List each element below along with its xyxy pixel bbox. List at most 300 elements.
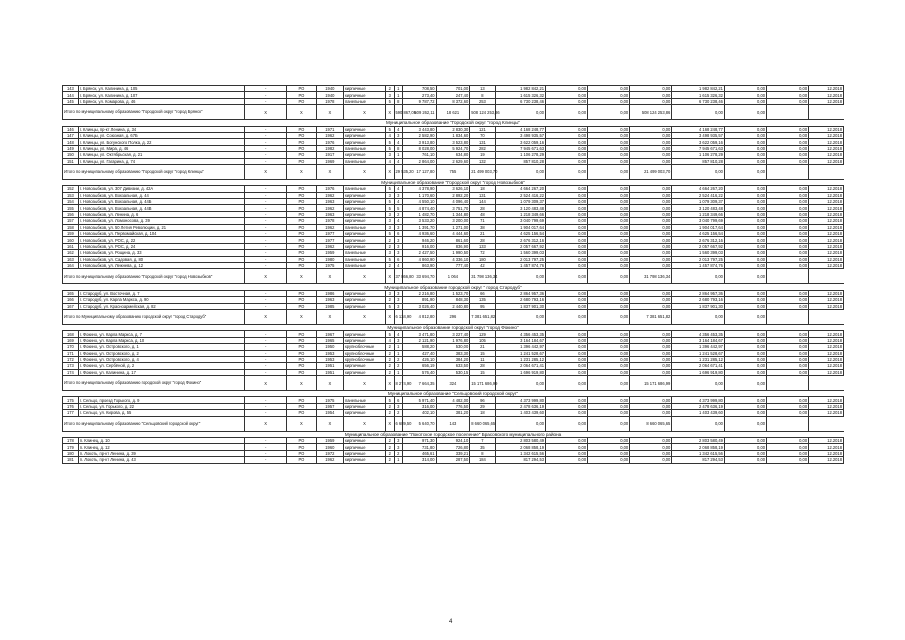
table-cell: 0,00 bbox=[546, 132, 588, 138]
table-cell: 777,40 bbox=[436, 262, 470, 268]
table-cell: г. Фокино, ул. Карла Маркса, д. 7 bbox=[78, 331, 244, 337]
table-cell: 576,40 bbox=[402, 369, 436, 375]
table-cell: 1980 bbox=[316, 256, 343, 262]
subtotal-cell: 508 124 253,86 bbox=[470, 105, 495, 120]
table-cell: - bbox=[245, 262, 287, 268]
table-cell: 0,00 bbox=[588, 356, 630, 362]
table-cell: 0,00 bbox=[546, 86, 588, 92]
table-cell: 0,00 bbox=[767, 397, 809, 403]
table-cell: 287,50 bbox=[436, 457, 470, 463]
table-cell: 0,00 bbox=[588, 86, 630, 92]
table-cell: РО bbox=[287, 139, 316, 145]
table-cell: 3 bbox=[394, 290, 402, 296]
table-cell: 0,00 bbox=[724, 403, 766, 409]
table-cell: 1985 bbox=[316, 303, 343, 309]
table-cell: 0,00 bbox=[588, 457, 630, 463]
subtotal-label: Итого по муниципальному образованию "Городской округ "город Брянск" bbox=[63, 105, 245, 120]
table-cell: РО bbox=[287, 152, 316, 158]
subtotal-cell: 17 127,80 bbox=[402, 164, 436, 179]
table-cell: кирпичные bbox=[344, 410, 386, 416]
table-cell: 7 945 671,63 bbox=[672, 145, 725, 151]
table-cell: 12.2018 bbox=[809, 250, 844, 256]
subtotal-label: Итого по муниципальному образованию "Сельцовский городской округ" bbox=[63, 416, 245, 431]
table-cell: г. Фокино, ул. Калинина, д. 17 bbox=[78, 369, 244, 375]
table-cell: 4 bbox=[386, 158, 394, 164]
subtotal-cell: 0,00 bbox=[495, 416, 546, 431]
table-cell: 177 bbox=[63, 410, 79, 416]
table-cell: 12.2018 bbox=[809, 132, 844, 138]
table-cell: - bbox=[245, 331, 287, 337]
table-cell: 0,00 bbox=[767, 297, 809, 303]
table-cell: кирпичные bbox=[344, 331, 386, 337]
table-cell: 5 bbox=[386, 303, 394, 309]
table-cell: 1953 bbox=[316, 350, 343, 356]
table-cell: 2 bbox=[386, 369, 394, 375]
table-cell: 863,90 bbox=[402, 262, 436, 268]
table-cell: 530,00 bbox=[436, 344, 470, 350]
table-cell: 105 bbox=[470, 337, 495, 343]
table-cell: 1976 bbox=[316, 139, 343, 145]
housing-program-sheet bbox=[62, 85, 844, 464]
table-cell: 1950 bbox=[316, 344, 343, 350]
subtotal-cell: Х bbox=[344, 105, 386, 120]
table-cell: панельные bbox=[344, 158, 386, 164]
table-cell: 147 bbox=[63, 132, 79, 138]
table-cell: 4 bbox=[394, 186, 402, 192]
table-cell: 28 bbox=[470, 205, 495, 211]
table-cell: 0,00 bbox=[630, 369, 672, 375]
table-cell: 4 874,40 bbox=[402, 205, 436, 211]
buildings-table bbox=[62, 85, 844, 464]
subtotal-cell: 33 694,70 bbox=[402, 269, 436, 284]
table-cell: 0,00 bbox=[588, 132, 630, 138]
table-cell: 0,00 bbox=[630, 337, 672, 343]
table-cell: 3 bbox=[394, 237, 402, 243]
subtotal-cell: 5 640,70 bbox=[402, 416, 436, 431]
table-cell: 427,40 bbox=[402, 350, 436, 356]
table-cell: 1 241 528,67 bbox=[672, 350, 725, 356]
table-cell: 861,60 bbox=[436, 237, 470, 243]
section-title: Муниципальное образование "Локотское городское поселение" Брасовского муниципального района bbox=[63, 431, 844, 437]
table-cell: 12.2018 bbox=[809, 450, 844, 456]
table-cell: 2 440,80 bbox=[436, 303, 470, 309]
table-cell: 15 bbox=[470, 369, 495, 375]
table-cell: г. Новозыбков, ул. Вокзальная, д. 44Б bbox=[78, 199, 244, 205]
table-cell: кирпичные bbox=[344, 211, 386, 217]
table-cell: 0,00 bbox=[724, 350, 766, 356]
table-cell: РО bbox=[287, 457, 316, 463]
subtotal-cell bbox=[767, 105, 809, 120]
table-cell: 1959 bbox=[316, 438, 343, 444]
table-cell: 1957 bbox=[316, 403, 343, 409]
table-cell: кирпичные bbox=[344, 243, 386, 249]
table-cell: 0,00 bbox=[546, 363, 588, 369]
table-cell: 1965 bbox=[316, 337, 343, 343]
table-cell: РО bbox=[287, 344, 316, 350]
subtotal-cell: Х bbox=[316, 269, 343, 284]
table-cell: 1 271,00 bbox=[436, 224, 470, 230]
table-cell: кирпичные bbox=[344, 231, 386, 237]
table-cell: 1951 bbox=[316, 369, 343, 375]
table-cell: 0,00 bbox=[588, 331, 630, 337]
table-cell: 2 bbox=[386, 237, 394, 243]
table-cell: 1962 bbox=[316, 192, 343, 198]
table-cell: 95 bbox=[470, 303, 495, 309]
table-cell: 0,00 bbox=[767, 369, 809, 375]
subtotal-cell: 0,00 bbox=[724, 105, 766, 120]
table-cell: г. Клинцы, ул. Мира, д. 46 bbox=[78, 145, 244, 151]
table-cell: 1 bbox=[394, 350, 402, 356]
table-cell: 1967 bbox=[316, 331, 343, 337]
table-cell: 1 170,60 bbox=[402, 192, 436, 198]
table-cell: 3 bbox=[394, 243, 402, 249]
table-cell: 0,00 bbox=[767, 256, 809, 262]
subtotal-cell: 0,00 bbox=[724, 376, 766, 391]
table-cell: 0,00 bbox=[630, 243, 672, 249]
table-row bbox=[63, 457, 844, 463]
table-cell: 1 615 326,32 bbox=[672, 92, 725, 98]
table-cell: г. Новозыбков, ул. РОС, д. 22 bbox=[78, 237, 244, 243]
table-cell: 0,00 bbox=[724, 224, 766, 230]
table-cell: панельные bbox=[344, 250, 386, 256]
table-cell: 253 bbox=[470, 98, 495, 104]
table-cell: 2 bbox=[386, 243, 394, 249]
table-cell: 28 bbox=[470, 363, 495, 369]
table-cell: - bbox=[245, 410, 287, 416]
table-cell: 3 471,80 bbox=[402, 331, 436, 337]
table-cell: 0,00 bbox=[546, 237, 588, 243]
table-cell: 3 443,80 bbox=[402, 126, 436, 132]
table-cell: 12.2018 bbox=[809, 331, 844, 337]
subtotal-cell: 4 812,80 bbox=[402, 309, 436, 324]
table-cell: г. Фокино, ул. Сербёной, д. 2 bbox=[78, 363, 244, 369]
subtotal-cell: 0,00 bbox=[495, 309, 546, 324]
table-cell: 181 bbox=[63, 457, 79, 463]
table-cell: 0,00 bbox=[724, 86, 766, 92]
subtotal-cell: 0,00 bbox=[588, 309, 630, 324]
table-cell: крупноблочные bbox=[344, 344, 386, 350]
subtotal-row bbox=[63, 269, 844, 284]
subtotal-cell: 143 bbox=[436, 416, 470, 431]
table-cell: кирпичные bbox=[344, 444, 386, 450]
table-cell: 12.2018 bbox=[809, 369, 844, 375]
table-cell: 5 bbox=[386, 139, 394, 145]
table-cell: 339,21 bbox=[436, 450, 470, 456]
table-cell: 180 bbox=[470, 256, 495, 262]
table-cell: 162 bbox=[63, 250, 79, 256]
table-cell: 3 227,40 bbox=[436, 331, 470, 337]
table-cell: 0,00 bbox=[767, 450, 809, 456]
subtotal-cell: 7 381 651,82 bbox=[470, 309, 495, 324]
table-cell: 0,00 bbox=[724, 262, 766, 268]
table-cell: 0,00 bbox=[588, 256, 630, 262]
table-cell: 150 bbox=[63, 152, 79, 158]
table-cell: РО bbox=[287, 126, 316, 132]
table-cell: 1953 bbox=[316, 356, 343, 362]
table-cell: 3 bbox=[394, 224, 402, 230]
table-cell: 3 bbox=[394, 192, 402, 198]
table-cell: 2 121,90 bbox=[402, 337, 436, 343]
table-cell: 0,00 bbox=[588, 369, 630, 375]
subtotal-cell: 15 171 686,99 bbox=[630, 376, 672, 391]
table-cell: 1 bbox=[394, 344, 402, 350]
table-cell: 4 373 999,80 bbox=[495, 397, 546, 403]
subtotal-cell: 0,00 bbox=[672, 416, 725, 431]
subtotal-cell: Х bbox=[287, 416, 316, 431]
table-cell: 1 396 442,97 bbox=[495, 344, 546, 350]
table-cell: 0,00 bbox=[767, 344, 809, 350]
table-cell: 0,00 bbox=[546, 224, 588, 230]
table-cell: кирпичные bbox=[344, 369, 386, 375]
table-cell: 0,00 bbox=[588, 145, 630, 151]
table-cell: 0,00 bbox=[767, 205, 809, 211]
subtotal-cell: 0,00 bbox=[546, 376, 588, 391]
table-cell: - bbox=[245, 237, 287, 243]
table-cell: 1 241 528,67 bbox=[495, 350, 546, 356]
table-cell: 2 bbox=[386, 403, 394, 409]
subtotal-cell: 31 798 136,34 bbox=[470, 269, 495, 284]
table-cell: 12.2018 bbox=[809, 98, 844, 104]
table-cell: 0,00 bbox=[767, 303, 809, 309]
table-cell: 0,00 bbox=[588, 231, 630, 237]
table-cell: 1 079 309,37 bbox=[672, 199, 725, 205]
table-cell: г. Новозыбков, ул. 50 Летия Революции, д. 21 bbox=[78, 224, 244, 230]
table-cell: 3 bbox=[394, 303, 402, 309]
table-cell: 776,50 bbox=[436, 403, 470, 409]
table-cell: 0,00 bbox=[724, 152, 766, 158]
table-cell: 0,00 bbox=[588, 92, 630, 98]
table-cell: 160 bbox=[63, 237, 79, 243]
table-cell: 0,00 bbox=[767, 139, 809, 145]
table-cell: 3 498 935,57 bbox=[672, 132, 725, 138]
table-cell: 1982 bbox=[316, 145, 343, 151]
table-cell: 0,00 bbox=[546, 199, 588, 205]
table-cell: - bbox=[245, 126, 287, 132]
table-cell: - bbox=[245, 211, 287, 217]
table-cell: 0,00 bbox=[724, 199, 766, 205]
table-cell: 857 810,28 bbox=[495, 158, 546, 164]
table-cell: - bbox=[245, 132, 287, 138]
table-cell: - bbox=[245, 303, 287, 309]
table-cell: 1 344,80 bbox=[436, 211, 470, 217]
subtotal-cell: 0,00 bbox=[724, 309, 766, 324]
table-cell: РО bbox=[287, 231, 316, 237]
table-cell: РО bbox=[287, 199, 316, 205]
subtotal-cell: Х bbox=[287, 269, 316, 284]
table-cell: РО bbox=[287, 132, 316, 138]
subtotal-cell bbox=[767, 376, 809, 391]
table-cell: панельные bbox=[344, 224, 386, 230]
table-cell: 0,00 bbox=[546, 297, 588, 303]
table-cell: 4 482,00 bbox=[436, 397, 470, 403]
table-cell: 1969 bbox=[316, 158, 343, 164]
table-cell: 0,00 bbox=[767, 290, 809, 296]
subtotal-cell: 0,00 bbox=[546, 269, 588, 284]
subtotal-cell: 0,00 bbox=[672, 376, 725, 391]
table-cell: 167 bbox=[63, 303, 79, 309]
table-cell: кирпичные bbox=[344, 303, 386, 309]
table-cell: 3 bbox=[386, 92, 394, 98]
table-cell: 96 bbox=[470, 397, 495, 403]
table-cell: 2 676 312,16 bbox=[672, 237, 725, 243]
table-cell: 0,00 bbox=[630, 262, 672, 268]
table-cell: РО bbox=[287, 98, 316, 104]
table-cell: РО bbox=[287, 256, 316, 262]
table-cell: 0,00 bbox=[588, 403, 630, 409]
table-cell: 3 bbox=[386, 192, 394, 198]
table-cell: 1 982 842,21 bbox=[672, 86, 725, 92]
table-cell: 0,00 bbox=[767, 199, 809, 205]
table-cell: 0,00 bbox=[767, 337, 809, 343]
subtotal-cell: 755 bbox=[436, 164, 470, 179]
table-cell: 12.2018 bbox=[809, 237, 844, 243]
table-cell: 7 945 671,63 bbox=[495, 145, 546, 151]
table-cell: кирпичные bbox=[344, 457, 386, 463]
table-cell: 2 524 416,22 bbox=[672, 192, 725, 198]
table-cell: 12.2018 bbox=[809, 262, 844, 268]
table-cell: 4 936,60 bbox=[402, 231, 436, 237]
table-cell: 1 bbox=[394, 92, 402, 98]
table-cell: - bbox=[245, 231, 287, 237]
table-cell: 0,00 bbox=[724, 145, 766, 151]
table-cell: 2 830,30 bbox=[436, 126, 470, 132]
table-cell: панельные bbox=[344, 262, 386, 268]
table-cell: п. Клинец, д. 12 bbox=[78, 444, 244, 450]
table-cell: кирпичные bbox=[344, 450, 386, 456]
table-cell: 0,00 bbox=[546, 231, 588, 237]
table-cell: 0,00 bbox=[767, 211, 809, 217]
table-cell: 2 803 580,49 bbox=[672, 438, 725, 444]
table-cell: 4 bbox=[394, 139, 402, 145]
table-cell: 2 068 858,19 bbox=[495, 444, 546, 450]
table-cell: 0,00 bbox=[724, 237, 766, 243]
subtotal-cell: 0,00 bbox=[588, 416, 630, 431]
table-cell: 1 403 439,60 bbox=[495, 410, 546, 416]
subtotal-cell: Х bbox=[245, 376, 287, 391]
table-cell: 2 864 957,36 bbox=[672, 290, 725, 296]
table-cell: г. Клинцы, ул. Богунского Полка, д. 22 bbox=[78, 139, 244, 145]
table-cell: 5 bbox=[386, 256, 394, 262]
table-cell: 0,00 bbox=[724, 331, 766, 337]
table-cell: 0,00 bbox=[588, 158, 630, 164]
table-cell: 0,00 bbox=[767, 132, 809, 138]
section-title: Муниципальное образование городской округ " город Стародуб" bbox=[63, 284, 844, 290]
table-cell: 0,00 bbox=[630, 450, 672, 456]
table-cell: 2 427,50 bbox=[402, 250, 436, 256]
table-cell: РО bbox=[287, 243, 316, 249]
table-cell: 0,00 bbox=[724, 363, 766, 369]
subtotal-cell: Х bbox=[316, 416, 343, 431]
subtotal-label: Итого по муниципальному образованию "Городской округ "город Новозыбков" bbox=[63, 269, 245, 284]
table-cell: 3 523,80 bbox=[436, 139, 470, 145]
table-cell: 634,80 bbox=[436, 152, 470, 158]
table-cell: 2 680 793,16 bbox=[672, 297, 725, 303]
table-cell: 1972 bbox=[316, 450, 343, 456]
table-cell: 2 013 797,25 bbox=[495, 256, 546, 262]
subtotal-cell: 6 689,50 bbox=[394, 416, 402, 431]
table-cell: 282 bbox=[470, 145, 495, 151]
table-cell: 4 bbox=[394, 199, 402, 205]
subtotal-cell: 0,00 bbox=[724, 416, 766, 431]
table-cell: 72 bbox=[470, 250, 495, 256]
table-cell: РО bbox=[287, 363, 316, 369]
subtotal-cell: 0,00 bbox=[495, 164, 546, 179]
table-cell: 0,00 bbox=[724, 126, 766, 132]
subtotal-cell: 0,00 bbox=[546, 416, 588, 431]
subtotal-cell: Х bbox=[316, 105, 343, 120]
table-cell: 0,00 bbox=[724, 92, 766, 98]
table-cell: 0,00 bbox=[546, 98, 588, 104]
table-cell: г. Клинцы, ул. Октябрьская, д. 21 bbox=[78, 152, 244, 158]
table-cell: РО bbox=[287, 297, 316, 303]
table-cell: - bbox=[245, 205, 287, 211]
table-cell: 316,00 bbox=[402, 403, 436, 409]
table-cell: 21 bbox=[470, 344, 495, 350]
table-cell: 0,00 bbox=[724, 356, 766, 362]
table-cell: РО bbox=[287, 92, 316, 98]
table-cell: 1 560 399,03 bbox=[672, 250, 725, 256]
subtotal-row bbox=[63, 416, 844, 431]
table-cell: г. Сельцо, ул. Горького, д. 22 bbox=[78, 403, 244, 409]
table-cell: 1 904 017,64 bbox=[495, 224, 546, 230]
table-cell: кирпичные bbox=[344, 337, 386, 343]
table-cell: - bbox=[245, 192, 287, 198]
table-cell: 1 482,70 bbox=[402, 211, 436, 217]
table-cell: 1 391,70 bbox=[402, 224, 436, 230]
table-cell: 172 bbox=[63, 356, 79, 362]
table-cell: РО bbox=[287, 303, 316, 309]
table-cell: 0,00 bbox=[724, 444, 766, 450]
table-cell: 0,00 bbox=[724, 218, 766, 224]
table-cell: 0,00 bbox=[724, 256, 766, 262]
table-cell: 35 bbox=[470, 444, 495, 450]
table-cell: 153 bbox=[63, 192, 79, 198]
table-cell: 12.2018 bbox=[809, 350, 844, 356]
table-cell: 161 bbox=[63, 243, 79, 249]
table-cell: 12.2018 bbox=[809, 444, 844, 450]
table-cell: 9 787,72 bbox=[402, 98, 436, 104]
table-cell: 129 bbox=[470, 331, 495, 337]
table-cell: 2 680 793,16 bbox=[495, 297, 546, 303]
table-cell: 0,00 bbox=[630, 86, 672, 92]
table-cell: 0,00 bbox=[724, 369, 766, 375]
table-cell: 1977 bbox=[316, 231, 343, 237]
subtotal-cell bbox=[767, 164, 809, 179]
table-cell: 6 bbox=[394, 256, 402, 262]
table-cell: 0,00 bbox=[588, 303, 630, 309]
table-cell: 4 625 156,54 bbox=[672, 231, 725, 237]
table-cell: 12.2018 bbox=[809, 256, 844, 262]
table-cell: 4 550,10 bbox=[402, 199, 436, 205]
subtotal-cell: 590 867,06 bbox=[394, 105, 402, 120]
table-cell: 0,00 bbox=[724, 132, 766, 138]
table-cell: 1917 bbox=[316, 152, 343, 158]
table-cell: 726,80 bbox=[436, 444, 470, 450]
subtotal-cell: 0,00 bbox=[588, 164, 630, 179]
subtotal-cell: Х bbox=[344, 309, 386, 324]
table-cell: 144 bbox=[63, 92, 79, 98]
table-cell: 4 356 453,35 bbox=[495, 331, 546, 337]
table-cell: 5 bbox=[386, 331, 394, 337]
table-cell: 0,00 bbox=[588, 126, 630, 132]
table-cell: кирпичные bbox=[344, 132, 386, 138]
table-cell: 0,00 bbox=[767, 262, 809, 268]
table-cell: 0,00 bbox=[767, 98, 809, 104]
table-cell: 3 bbox=[394, 297, 402, 303]
table-cell: 145 bbox=[63, 98, 79, 104]
table-cell: 1 231 285,12 bbox=[672, 356, 725, 362]
table-cell: РО bbox=[287, 250, 316, 256]
